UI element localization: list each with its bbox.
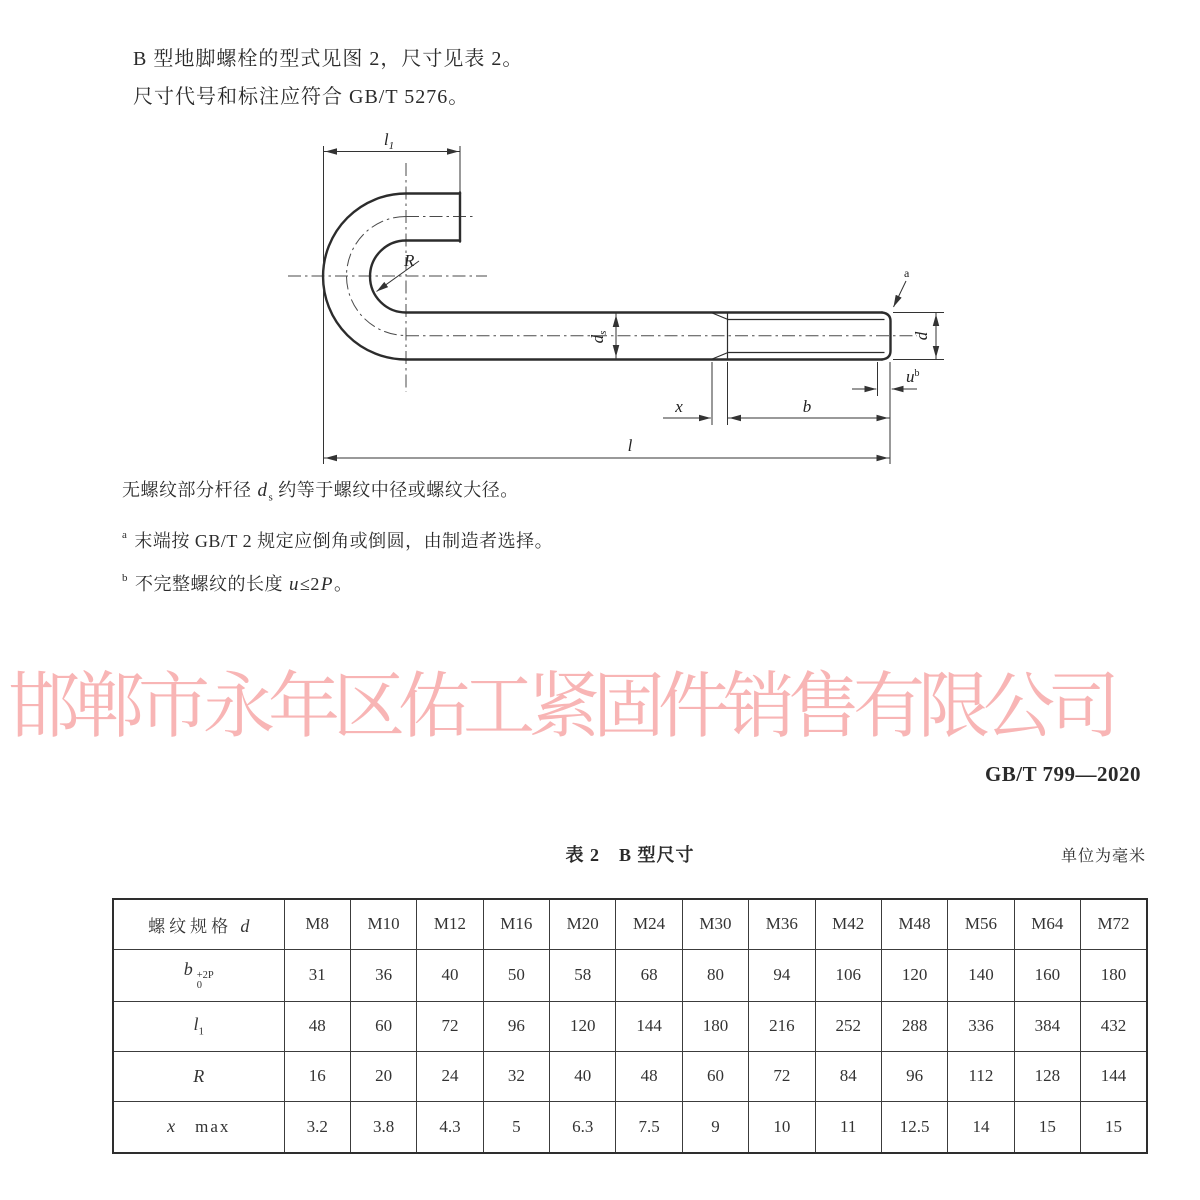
thread-spec-header: 螺纹规格 d — [113, 899, 284, 949]
row-label-x-max: x max — [113, 1101, 284, 1153]
column-header-M48: M48 — [881, 899, 947, 949]
cell-R-M16: 32 — [483, 1051, 549, 1101]
label-x: x — [675, 397, 683, 416]
cell-l1-M10: 60 — [350, 1001, 416, 1051]
cell-l1-M24: 144 — [616, 1001, 682, 1051]
dimension-l1 — [324, 130, 461, 464]
column-header-M12: M12 — [417, 899, 483, 949]
table-caption-row — [112, 841, 1148, 867]
table-title: 表 2 B 型尺寸 — [565, 845, 695, 865]
cell-b-M64: 160 — [1014, 949, 1080, 1001]
cell-x-max-M16: 5 — [483, 1101, 549, 1153]
cell-b-M30: 80 — [682, 949, 748, 1001]
table-row-x-max — [113, 1101, 1147, 1153]
cell-R-M10: 20 — [350, 1051, 416, 1101]
company-watermark: 邯郸市永年区佑工紧固件销售有限公司 — [8, 667, 1114, 747]
cell-l1-M16: 96 — [483, 1001, 549, 1051]
cell-l1-M8: 48 — [284, 1001, 350, 1051]
label-u: $u^b$ — [906, 367, 920, 386]
cell-R-M48: 96 — [881, 1051, 947, 1101]
table-unit-note: 单位为毫米 — [1060, 848, 1146, 865]
column-header-M72: M72 — [1081, 899, 1148, 949]
cell-l1-M72: 432 — [1081, 1001, 1148, 1051]
intro-paragraphs — [133, 40, 523, 116]
footnote-b: $^b$ 不完整螺纹的长度 u≤2P。 — [122, 571, 353, 595]
cell-l1-M64: 384 — [1014, 1001, 1080, 1051]
bolt-outline — [323, 192, 890, 359]
centerlines — [288, 163, 917, 392]
cell-x-max-M10: 3.8 — [350, 1101, 416, 1153]
cell-R-M64: 128 — [1014, 1051, 1080, 1101]
cell-R-M30: 60 — [682, 1051, 748, 1101]
label-b: b — [802, 397, 812, 416]
dimension-b — [728, 397, 891, 418]
cell-x-max-M42: 11 — [815, 1101, 881, 1153]
cell-x-max-M64: 15 — [1014, 1101, 1080, 1153]
cell-l1-M12: 72 — [417, 1001, 483, 1051]
cell-R-M42: 84 — [815, 1051, 881, 1101]
callout-a — [894, 266, 911, 307]
dimension-l — [324, 362, 891, 464]
cell-x-max-M30: 9 — [682, 1101, 748, 1153]
cell-l1-M56: 336 — [948, 1001, 1014, 1051]
cell-R-M72: 144 — [1081, 1051, 1148, 1101]
column-header-M8: M8 — [284, 899, 350, 949]
footnote-a: $^a$ 末端按 GB/T 2 规定应倒角或倒圆，由制造者选择。 — [122, 528, 554, 551]
cell-R-M20: 40 — [550, 1051, 616, 1101]
cell-l1-M36: 216 — [749, 1001, 815, 1051]
cell-x-max-M48: 12.5 — [881, 1101, 947, 1153]
cell-R-M12: 24 — [417, 1051, 483, 1101]
cell-l1-M20: 120 — [550, 1001, 616, 1051]
cell-x-max-M36: 10 — [749, 1101, 815, 1153]
row-label-l1: $l_1$ — [113, 1001, 284, 1051]
dimension-u — [852, 362, 920, 396]
row-label-b: b +2P 0 — [113, 949, 284, 1001]
cell-R-M56: 112 — [948, 1051, 1014, 1101]
table-header-row — [113, 899, 1147, 949]
cell-x-max-M8: 3.2 — [284, 1101, 350, 1153]
intro-line-2: 尺寸代号和标注应符合 GB/T 5276。 — [133, 86, 470, 108]
column-header-M42: M42 — [815, 899, 881, 949]
cell-x-max-M20: 6.3 — [550, 1101, 616, 1153]
column-header-M56: M56 — [948, 899, 1014, 949]
size-table — [112, 898, 1148, 1154]
cell-l1-M42: 252 — [815, 1001, 881, 1051]
column-header-M24: M24 — [616, 899, 682, 949]
cell-b-M24: 68 — [616, 949, 682, 1001]
row-label-R: R — [113, 1051, 284, 1101]
label-l: l — [627, 436, 633, 455]
cell-b-M56: 140 — [948, 949, 1014, 1001]
cell-R-M8: 16 — [284, 1051, 350, 1101]
dimension-x — [663, 362, 728, 425]
cell-l1-M48: 288 — [881, 1001, 947, 1051]
cell-R-M24: 48 — [616, 1051, 682, 1101]
cell-x-max-M72: 15 — [1081, 1101, 1148, 1153]
cell-x-max-M12: 4.3 — [417, 1101, 483, 1153]
standard-number: GB/T 799—2020 — [984, 762, 1141, 786]
shank-diameter-note: 无螺纹部分杆径 $d_s$ 约等于螺纹中径或螺纹大径。 — [122, 480, 519, 504]
table-row-l1 — [113, 1001, 1147, 1051]
cell-x-max-M56: 14 — [948, 1101, 1014, 1153]
figure-notes — [122, 472, 553, 603]
dimension-ds — [588, 314, 616, 359]
label-l1: $l_1$ — [383, 130, 395, 152]
cell-b-M42: 106 — [815, 949, 881, 1001]
dimension-d — [893, 313, 944, 360]
table-row-b — [113, 949, 1147, 1001]
column-header-M16: M16 — [483, 899, 549, 949]
label-a-marker: a — [904, 266, 910, 280]
cell-R-M36: 72 — [749, 1051, 815, 1101]
cell-x-max-M24: 7.5 — [616, 1101, 682, 1153]
cell-b-M72: 180 — [1081, 949, 1148, 1001]
table-row-R — [113, 1051, 1147, 1101]
label-d: d — [912, 331, 931, 341]
cell-b-M48: 120 — [881, 949, 947, 1001]
cell-b-M10: 36 — [350, 949, 416, 1001]
cell-b-M12: 40 — [417, 949, 483, 1001]
column-header-M10: M10 — [350, 899, 416, 949]
cell-b-M36: 94 — [749, 949, 815, 1001]
cell-b-M16: 50 — [483, 949, 549, 1001]
label-R: R — [404, 251, 415, 270]
table-body — [113, 899, 1147, 1153]
intro-line-1: B 型地脚螺栓的型式见图 2，尺寸见表 2。 — [133, 48, 524, 70]
dimension-R — [377, 251, 420, 292]
cell-l1-M30: 180 — [682, 1001, 748, 1051]
column-header-M64: M64 — [1014, 899, 1080, 949]
column-header-M36: M36 — [749, 899, 815, 949]
label-ds: ds — [588, 330, 609, 344]
cell-b-M8: 31 — [284, 949, 350, 1001]
column-header-M20: M20 — [550, 899, 616, 949]
column-header-M30: M30 — [682, 899, 748, 949]
cell-b-M20: 58 — [550, 949, 616, 1001]
